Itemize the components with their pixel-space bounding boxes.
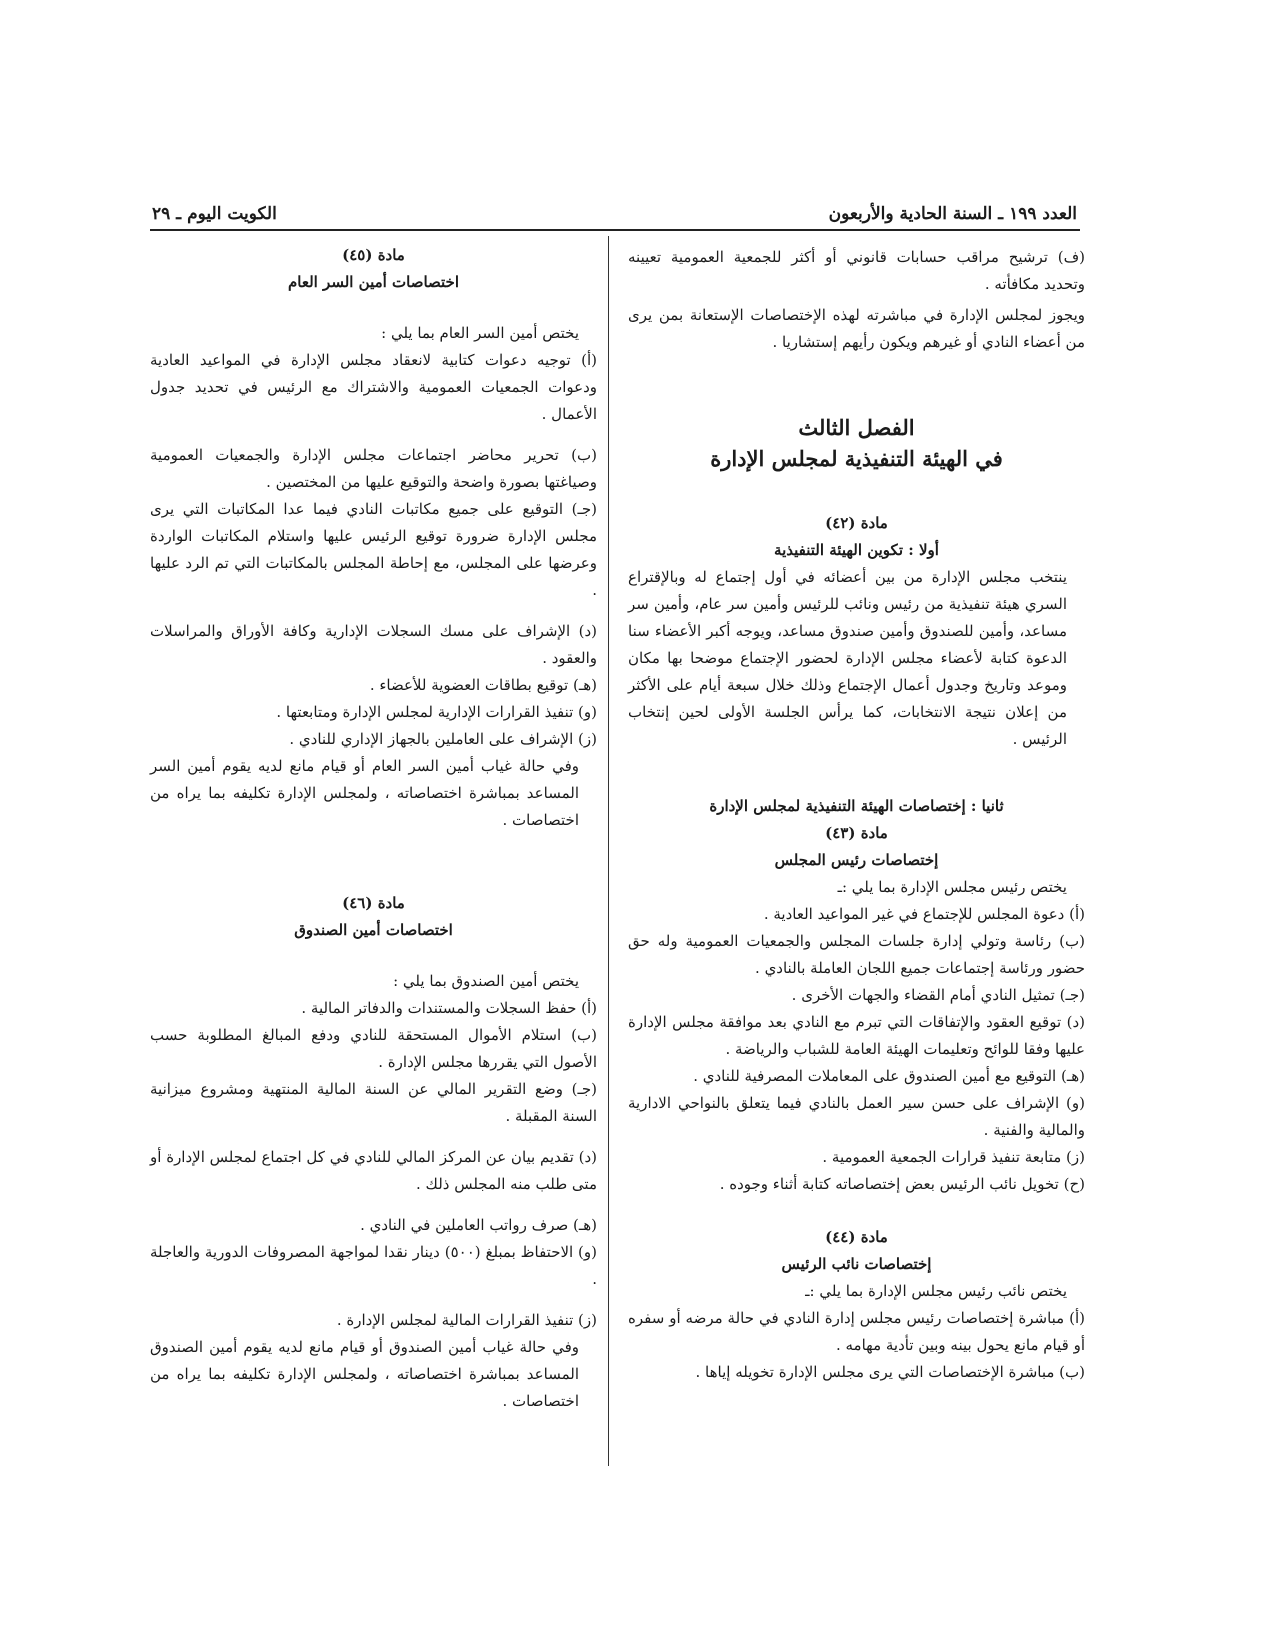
article-43-heading: إختصاصات رئيس المجلس [774, 851, 939, 869]
article-46-item: (جـ) وضع التقرير المالي عن السنة المالية المنتهية ومشروع ميزانية السنة المقبلة . [150, 1080, 597, 1125]
article-43-item: (ب) رئاسة وتولي إدارة جلسات المجلس والجمعيات العمومية وله حق حضور ورئاسة إجتماعات جميع اللجان العاملة بالنادي . [628, 932, 1085, 977]
article-42-title: مادة (٤٢) [825, 514, 888, 532]
article-45-intro: يختص أمين السر العام بما يلي : [381, 324, 579, 342]
article-45-item: (ب) تحرير محاضر اجتماعات مجلس الإدارة والجمعيات العمومية وصياغتها بصورة واضحة والتوقيع عليها من المختصين . [150, 446, 597, 491]
article-44-intro: يختص نائب رئيس مجلس الإدارة بما يلي :ـ [805, 1282, 1067, 1300]
page-number: الكويت اليوم ـ ٢٩ [152, 204, 277, 224]
right-column [628, 240, 1085, 1386]
article-43-item: (و) الإشراف على حسن سير العمل بالنادي فيما يتعلق بالنواحي الادارية والمالية والفنية . [628, 1094, 1085, 1139]
consult-note: ويجوز لمجلس الإدارة في مباشرته لهذه الإختصاصات الإستعانة بمن يرى من أعضاء النادي أو غيرهم ويكون رأيهم إستشاريا . [628, 306, 1085, 351]
page-header [152, 192, 1077, 224]
article-46-item: (هـ) صرف رواتب العاملين في النادي . [360, 1216, 597, 1234]
article-44-item: (ب) مباشرة الإختصاصات التي يرى مجلس الإدارة تخويله إياها . [695, 1363, 1085, 1381]
article-46-item: (د) تقديم بيان عن المركز المالي للنادي في كل اجتماع لمجلس الإدارة أو متى طلب منه المجلس ذلك . [150, 1148, 597, 1193]
article-45-item: (أ) توجيه دعوات كتابية لانعقاد مجلس الإدارة في المواعيد العادية ودعوات الجمعيات العمومية والاشتراك مع الرئيس في تحديد جدول الأعمال . [150, 351, 597, 423]
section-2-heading: ثانيا : إختصاصات الهيئة التنفيذية لمجلس الإدارة [709, 797, 1004, 815]
article-44-item: (أ) مباشرة إختصاصات رئيس مجلس إدارة النادي في حالة مرضه أو سفره أو قيام مانع يحول بينه وبين تأدية مهامه . [628, 1309, 1085, 1354]
article-42-heading: أولا : تكوين الهيئة التنفيذية [774, 541, 939, 559]
article-46-item: (ب) استلام الأموال المستحقة للنادي ودفع المبالغ المطلوبة حسب الأصول التي يقررها مجلس الإدارة . [150, 1026, 597, 1071]
article-46-title: مادة (٤٦) [342, 894, 405, 912]
article-43-item: (هـ) التوقيع مع أمين الصندوق على المعاملات المصرفية للنادي . [693, 1067, 1085, 1085]
article-43-item: (أ) دعوة المجلس للإجتماع في غير المواعيد العادية . [763, 905, 1085, 923]
article-43-title: مادة (٤٣) [825, 824, 888, 842]
clause-f: (ف) ترشيح مراقب حسابات قانوني أو أكثر للجمعية العمومية تعيينه وتحديد مكافأته . [628, 248, 1085, 293]
article-46-item: (ز) تنفيذ القرارات المالية لمجلس الإدارة . [336, 1311, 597, 1329]
article-43-intro: يختص رئيس مجلس الإدارة بما يلي :ـ [837, 878, 1067, 896]
article-45-item: (و) تنفيذ القرارات الإدارية لمجلس الإدارة ومتابعتها . [276, 703, 597, 721]
article-46-heading: اختصاصات أمين الصندوق [294, 921, 453, 939]
article-46-intro: يختص أمين الصندوق بما يلي : [393, 972, 579, 990]
article-45-heading: اختصاصات أمين السر العام [287, 273, 459, 291]
article-42-body: ينتخب مجلس الإدارة من بين أعضائه في أول إجتماع له وبالإقتراع السري هيئة تنفيذية من رئيس ونائب للرئيس وأمين سر عام، وأمين سر مساعد، وأمين للصندوق وأمين صندوق مساعد، ويوجه أكبر الأعضاء سنا الدعوة كتابة لأعضاء مجلس الإدارة لحضور الإجتماع موضحا بها مكان وموعد وتاريخ وجدول أعمال الإجتماع وذلك خلال سبعة أيام على الأكثر من إعلان نتيجة الانتخابات، كما يرأس الجلسة الأولى لحين إنتخاب الرئيس . [628, 568, 1067, 748]
article-46-item: (و) الاحتفاظ بمبلغ (٥٠٠) دينار نقدا لمواجهة المصروفات الدورية والعاجلة . [150, 1243, 597, 1288]
left-column [150, 240, 597, 1415]
article-43-item: (ز) متابعة تنفيذ قرارات الجمعية العمومية . [822, 1148, 1085, 1166]
chapter-title: الفصل الثالث [798, 415, 915, 440]
article-43-item: (د) توقيع العقود والإتفاقات التي تبرم مع النادي بعد موافقة مجلس الإدارة عليها وفقا للوائح وتعليمات الهيئة العامة للشباب والرياضة . [628, 1013, 1085, 1058]
article-44-heading: إختصاصات نائب الرئيس [781, 1255, 932, 1273]
article-45-note: وفي حالة غياب أمين السر العام أو قيام مانع لديه يقوم أمين السر المساعد بمباشرة اختصاصاته ، ولمجلس الإدارة تكليفه بما يراه من اختصاصات . [150, 757, 579, 829]
column-divider [608, 236, 609, 1466]
chapter-subtitle: في الهيئة التنفيذية لمجلس الإدارة [710, 446, 1003, 471]
article-45-item: (د) الإشراف على مسك السجلات الإدارية وكافة الأوراق والمراسلات والعقود . [150, 622, 597, 667]
header-rule [150, 229, 1080, 231]
article-43-item: (جـ) تمثيل النادي أمام القضاء والجهات الأخرى . [791, 986, 1085, 1004]
article-45-item: (جـ) التوقيع على جميع مكاتبات النادي فيما عدا المكاتبات التي يرى مجلس الإدارة ضرورة توقيع الرئيس عليها واستلام المكاتبات الواردة وعرضها على المجلس، مع إحاطة المجلس بالمكاتبات التي تم الرد عليها . [150, 500, 597, 599]
article-44-title: مادة (٤٤) [825, 1228, 888, 1246]
article-46-note: وفي حالة غياب أمين الصندوق أو قيام مانع لديه يقوم أمين الصندوق المساعد بمباشرة اختصاصاته ، ولمجلس الإدارة تكليفه بما يراه من اختصاصات . [150, 1338, 579, 1410]
issue-info: العدد ١٩٩ ـ السنة الحادية والأربعون [828, 204, 1077, 224]
article-45-title: مادة (٤٥) [342, 246, 405, 264]
article-43-item: (ح) تخويل نائب الرئيس بعض إختصاصاته كتابة أثناء وجوده . [719, 1175, 1085, 1193]
article-45-item: (هـ) توقيع بطاقات العضوية للأعضاء . [369, 676, 597, 694]
article-45-item: (ز) الإشراف على العاملين بالجهاز الإداري للنادي . [289, 730, 597, 748]
article-46-item: (أ) حفظ السجلات والمستندات والدفاتر المالية . [301, 999, 597, 1017]
